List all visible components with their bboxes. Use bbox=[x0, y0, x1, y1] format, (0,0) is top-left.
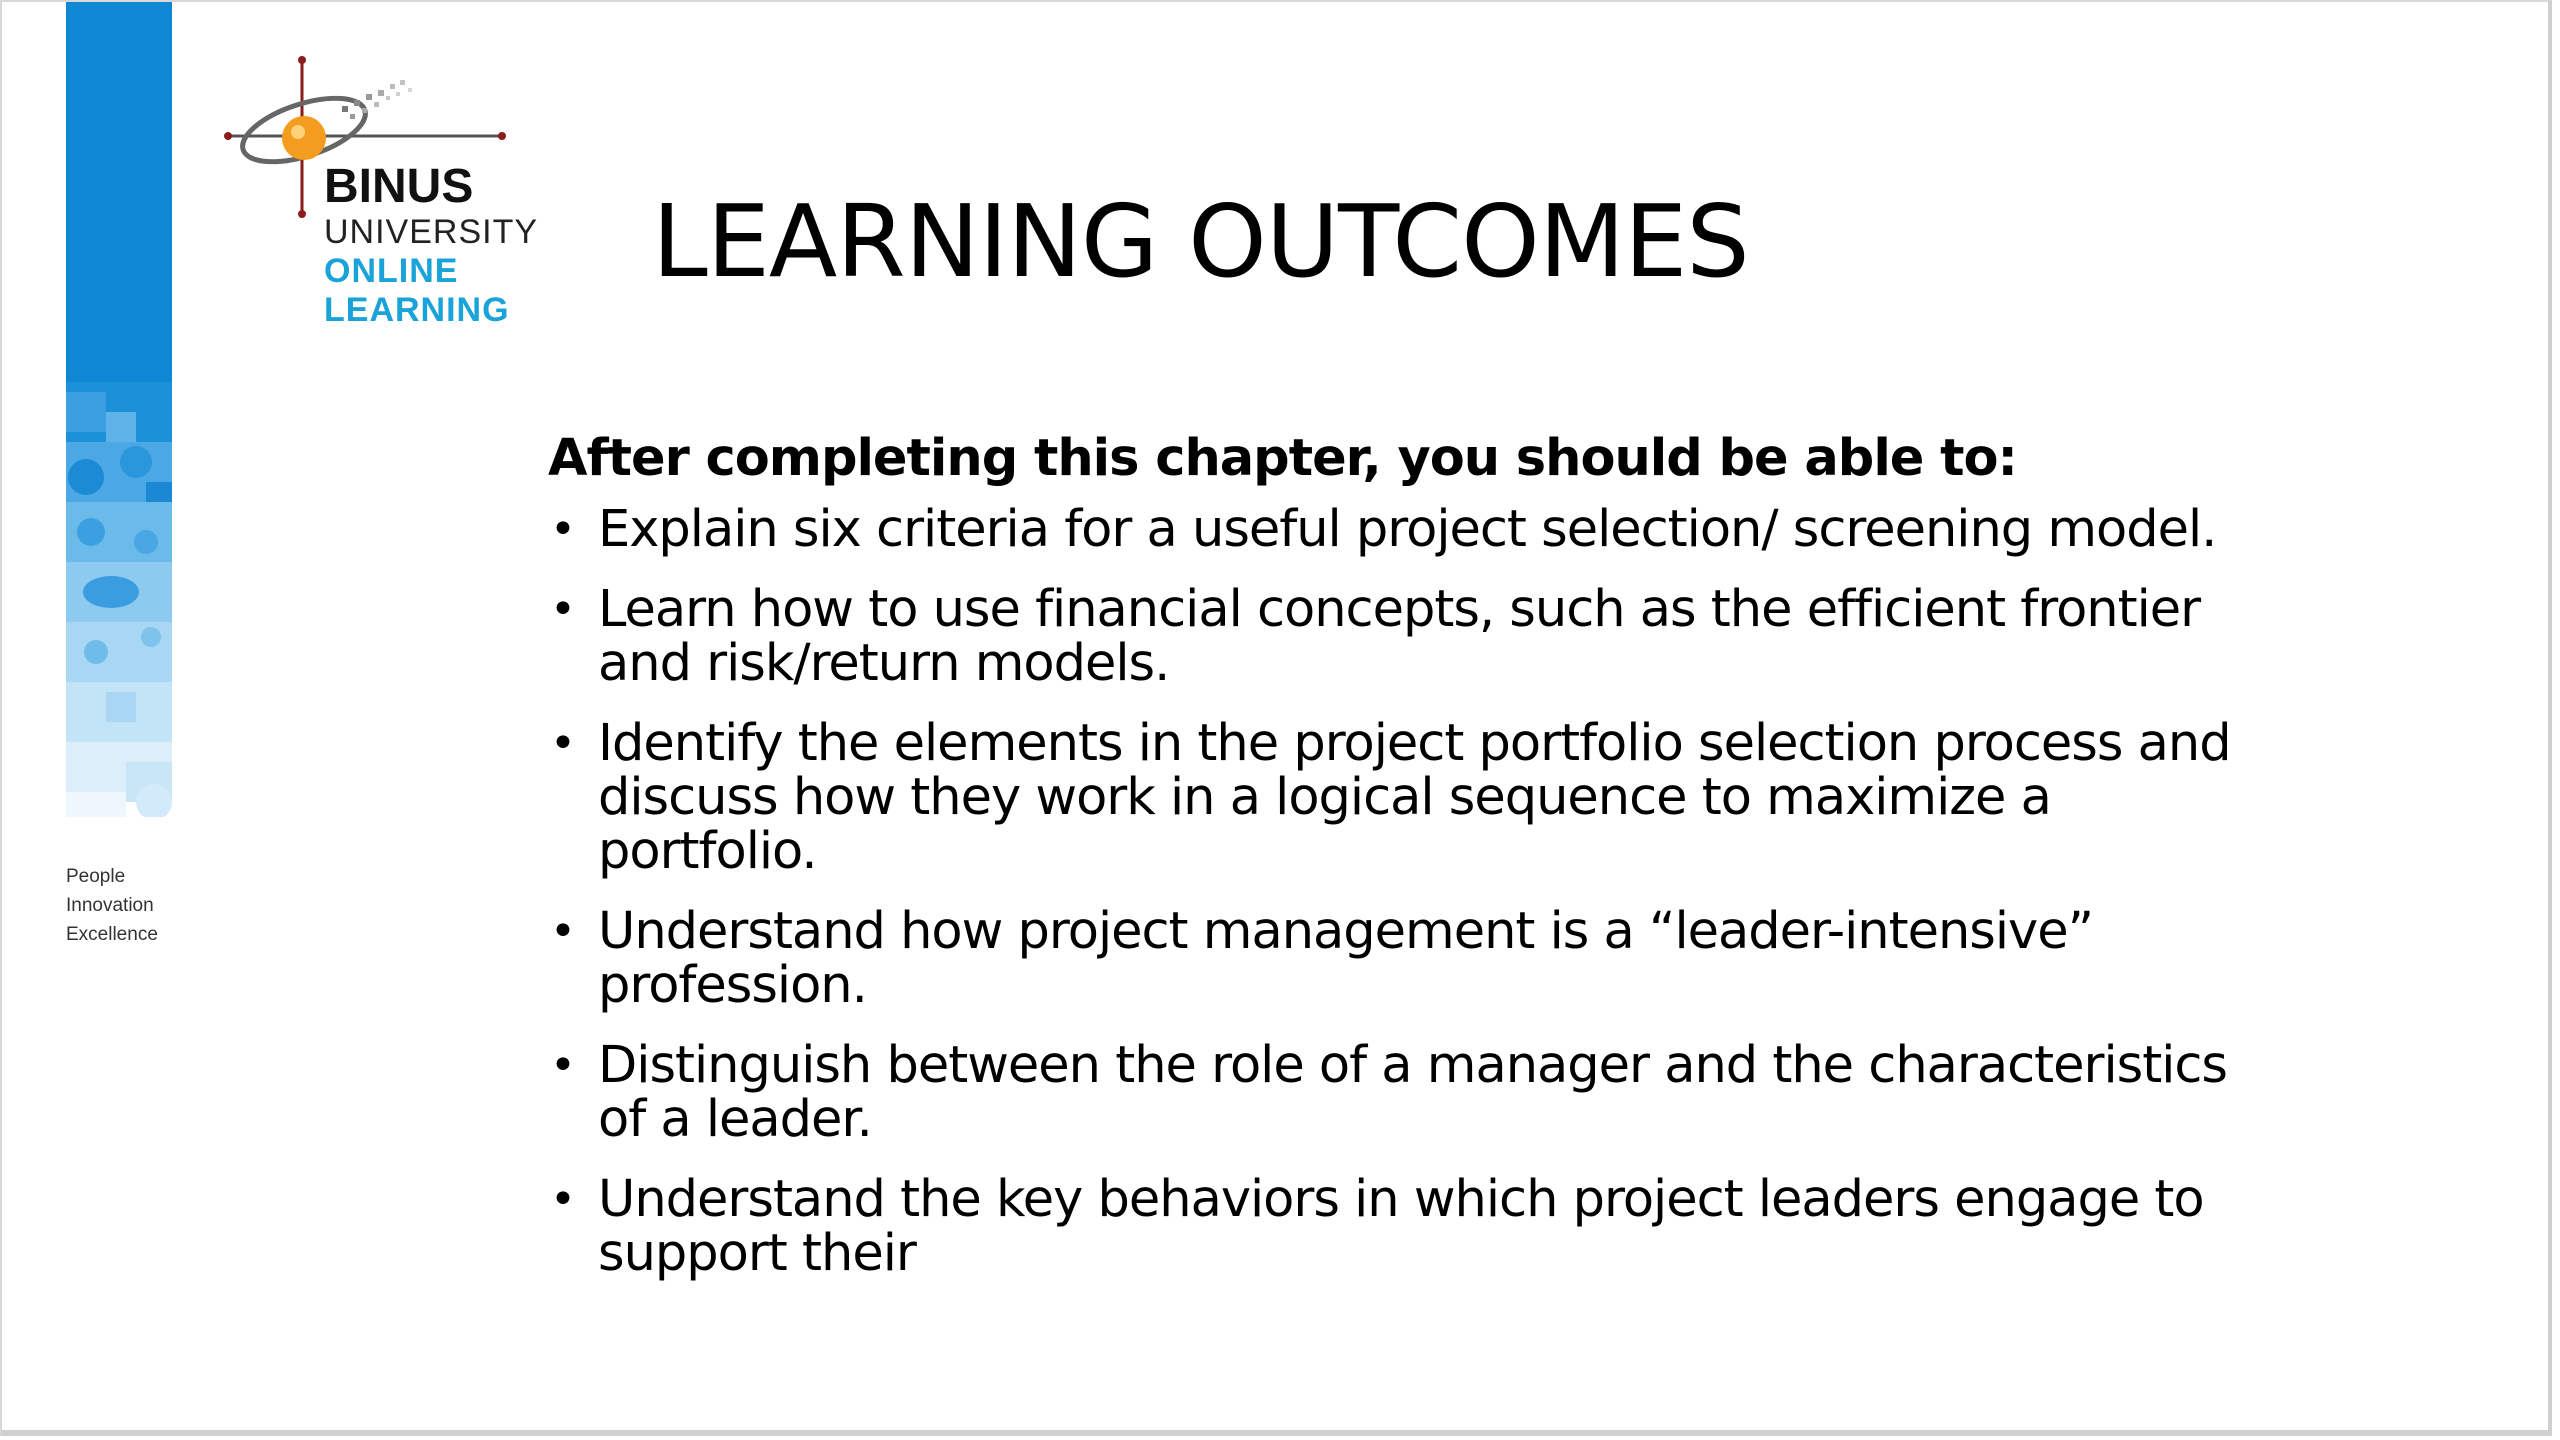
bullet-icon: • bbox=[550, 1040, 575, 1091]
intro-text: After completing this chapter, you should be able to: bbox=[548, 429, 2017, 488]
outcomes-list bbox=[548, 500, 2248, 1283]
binus-logo bbox=[222, 54, 542, 344]
list-item bbox=[548, 500, 2248, 559]
slide-content bbox=[548, 427, 2248, 1307]
logo-online: ONLINE bbox=[324, 252, 459, 290]
binus-logo-text bbox=[324, 162, 538, 330]
list-item bbox=[548, 580, 2248, 693]
tagline-innovation: Innovation bbox=[66, 895, 154, 916]
outcome-text: Identify the elements in the project portfolio selection process and discuss how they work in a logical sequence to maximize a portfolio. bbox=[598, 714, 2231, 881]
side-strip-solid bbox=[66, 2, 172, 392]
bullet-icon: • bbox=[550, 584, 575, 635]
slide-title: LEARNING OUTCOMES bbox=[652, 183, 1749, 300]
tagline-excellence: Excellence bbox=[66, 924, 158, 945]
logo-learning: LEARNING bbox=[324, 291, 510, 329]
list-item bbox=[548, 1170, 2248, 1283]
list-item bbox=[548, 714, 2248, 881]
tagline-people: People bbox=[66, 866, 126, 887]
list-item bbox=[548, 902, 2248, 1015]
bullet-icon: • bbox=[550, 718, 575, 769]
bullet-icon: • bbox=[550, 504, 575, 555]
outcome-text: Understand the key behaviors in which project leaders engage to support their bbox=[598, 1170, 2204, 1283]
side-strip-pattern bbox=[66, 382, 172, 817]
logo-university: UNIVERSITY bbox=[324, 213, 539, 251]
bullet-icon: • bbox=[550, 906, 575, 957]
outcome-text: Distinguish between the role of a manager and the characteristics of a leader. bbox=[598, 1036, 2228, 1149]
decorative-side-strip bbox=[66, 2, 172, 817]
outcome-text: Understand how project management is a “leader-intensive” profession. bbox=[598, 902, 2094, 1015]
outcome-text: Explain six criteria for a useful project selection/ screening model. bbox=[598, 500, 2217, 559]
outcome-text: Learn how to use financial concepts, such as the efficient frontier and risk/return models. bbox=[598, 580, 2201, 693]
bullet-icon: • bbox=[550, 1174, 575, 1225]
list-item bbox=[548, 1036, 2248, 1149]
tagline bbox=[66, 862, 158, 949]
logo-binus: BINUS bbox=[324, 160, 474, 213]
